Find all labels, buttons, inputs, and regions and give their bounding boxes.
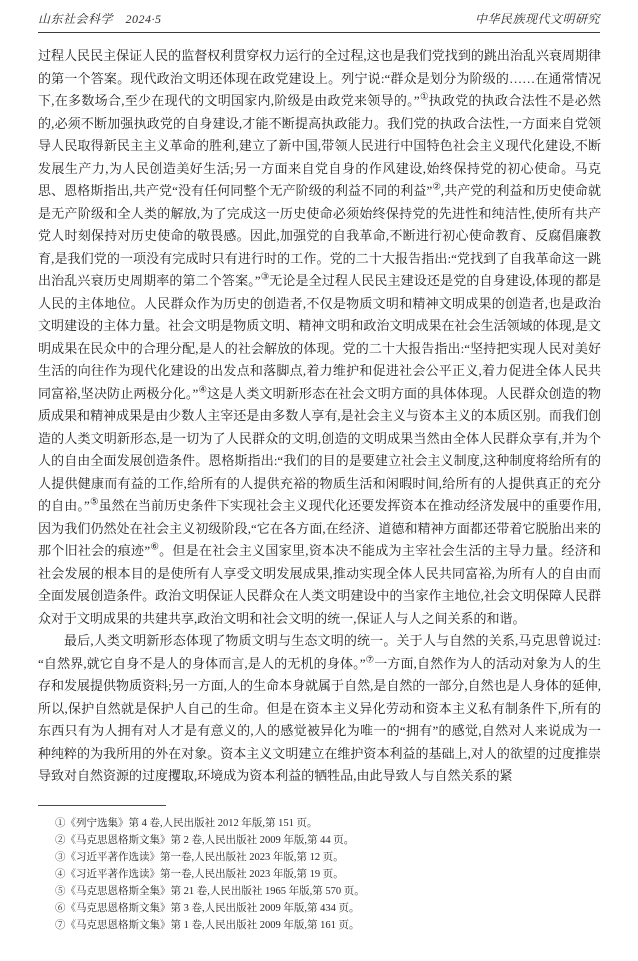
running-head-title: 中华民族现代文明研究	[474, 12, 600, 26]
footnotes-block	[38, 815, 601, 934]
footnote-item: ⑦《马克思恩格斯文集》第 1 卷,人民出版社 2009 年版,第 161 页。	[55, 919, 360, 931]
footnote-divider	[38, 805, 166, 806]
footnote-item: ⑤《马克思恩格斯全集》第 21 卷,人民出版社 1965 年版,第 570 页。	[55, 885, 365, 897]
journal-name-issue: 山东社会科学 2024·5	[38, 12, 162, 26]
body-paragraph: 最后,人类文明新形态体现了物质文明与生态文明的统一。关于人与自然的关系,马克思曾说过:“自然界,就它自身不是人的身体而言,是人的无机的身体。”⑦一方面,自然作为人的活动对象为人的生存和发展提供物质资料;另一方面,人的生命本身就属于自然,是自然的一部分,自然也是人身体的延伸,所以,保护自然就是保护人自己的生命。但是在资本主义异化劳动和资本主义私有制条件下,所有的东西只有为人拥有对人才是有意义的,人的感觉被异化为唯一的“拥有”的感觉,自然对人来说成为一种纯粹的为我所用的外在对象。资本主义文明建立在维护资本利益的基础上,对人的欲望的过度推崇导致对自然资源的过度攫取,环境成为资本利益的牺牲品,由此导致人与自然关系的紧	[38, 633, 601, 783]
footnote-item: ④《习近平著作选读》第一卷,人民出版社 2023 年版,第 19 页。	[55, 868, 344, 880]
footnote-item: ③《习近平著作选读》第一卷,人民出版社 2023 年版,第 12 页。	[55, 851, 344, 863]
footnote-item: ⑥《马克思恩格斯文集》第 3 卷,人民出版社 2009 年版,第 434 页。	[55, 902, 360, 914]
body-paragraph: 过程人民民主保证人民的监督权利贯穿权力运行的全过程,这也是我们党找到的跳出治乱兴衰周期律的第一个答案。现代政治文明还体现在政党建设上。列宁说:“群众是划分为阶级的……在通常情况下,在多数场合,至少在现代的文明国家内,阶级是由政党来领导的。”①执政党的执政合法性不是必然的,必须不断加强执政党的自身建设,才能不断提高执政能力。我们党的执政合法性,一方面来自党领导人民取得新民主主义革命的胜利,建立了新中国,带领人民进行中国特色社会主义现代化建设,不断发展生产力,为人民创造美好生活;另一方面来自党自身的作风建设,始终保持党的初心使命。马克思、恩格斯指出,共产党“没有任何同整个无产阶级的利益不同的利益”②,共产党的利益和历史使命就是无产阶级和全人类的解放,为了完成这一历史使命必须始终保持党的先进性和纯洁性,使所有共产党人时刻保持对历史使命的敬畏感。因此,加强党的自我革命,不断进行初心使命教育、反腐倡廉教育,是我们党的一项没有完成时只有进行时的工作。党的二十大报告指出:“党找到了自我革命这一跳出治乱兴衰历史周期率的第二个答案。”③无论是全过程人民民主建设还是党的自身建设,体现的都是人民的主体地位。人民群众作为历史的创造者,不仅是物质文明和精神文明成果的创造者,也是政治文明建设的主体力量。社会文明是物质文明、精神文明和政治文明成果在社会生活领域的体现,是文明成果在民众中的合理分配,是人的社会解放的体现。党的二十大报告指出:“坚持把实现人民对美好生活的向往作为现代化建设的出发点和落脚点,着力维护和促进社会公平正义,着力促进全体人民共同富裕,坚决防止两极分化。”④这是人类文明新形态在社会文明方面的具体体现。人民群众创造的物质成果和精神成果是由少数人主宰还是由多数人享有,是社会主义与资本主义的本质区别。而我们创造的人类文明新形态,是一切为了人民群众的文明,创造的文明成果当然由全体人民群众享有,并为个人的自由全面发展创造条件。恩格斯指出:“我们的目的是要建立社会主义制度,这种制度将给所有的人提供健康而有益的工作,给所有的人提供充裕的物质生活和闲暇时间,给所有的人提供真正的充分的自由。”⑤虽然在当前历史条件下实现社会主义现代化还要发挥资本在推动经济发展中的重要作用,因为我们仍然处在社会主义初级阶段,“它在各方面,在经济、道德和精神方面都还带着它脱胎出来的那个旧社会的痕迹”⑥。但是在社会主义国家里,资本决不能成为主宰社会生活的主导力量。经济和社会发展的根本目的是使所有人享受文明发展成果,推动实现全体人民共同富裕,为所有人的自由而全面发展创造条件。政治文明保证人民群众在人类文明建设中的当家作主地位,社会文明保障人民群众对于文明成果的共建共享,政治文明和社会文明的统一,保证人与人之间关系的和谐。	[38, 48, 601, 626]
footnote-item: ②《马克思恩格斯文集》第 2 卷,人民出版社 2009 年版,第 44 页。	[55, 834, 355, 846]
article-body	[38, 45, 601, 788]
page-header	[38, 10, 600, 33]
footnote-item: ①《列宁选集》第 4 卷,人民出版社 2012 年版,第 151 页。	[55, 817, 318, 829]
